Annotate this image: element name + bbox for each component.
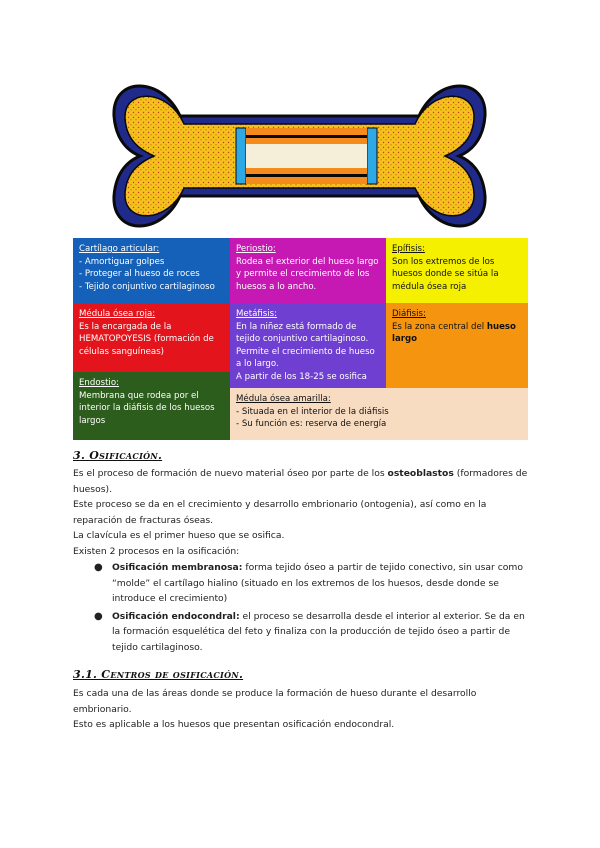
cell-periostio — [230, 238, 386, 303]
list-item — [92, 609, 532, 656]
paragraph: Es cada una de las áreas donde se produce la formación de hueso durante el desarrollo embrionario. — [73, 688, 477, 715]
cell-text: Rodea el exterior del hueso largo y permite el crecimiento de los huesos a lo ancho. — [236, 256, 379, 292]
cell-title: Metáfisis: — [236, 309, 277, 319]
cell-text — [392, 321, 522, 346]
cell-medula-amarilla — [230, 388, 528, 440]
cell-text-part: Es la zona central del — [392, 321, 487, 332]
paragraph — [73, 466, 533, 497]
cell-line: - Amortiguar golpes — [79, 256, 165, 267]
bullet-icon: ● — [94, 562, 103, 573]
cell-text: Membrana que rodea por el interior la diáfisis de los huesos largos — [79, 390, 215, 426]
list-item — [92, 560, 532, 607]
paragraph: Este proceso se da en el crecimiento y desarrollo embrionario (ontogenia), así como en la reparación de fracturas óseas. — [73, 499, 487, 526]
bullet-icon: ● — [94, 610, 103, 622]
section-3-1-body — [73, 686, 533, 733]
item-bold: Osificación endocondral: — [112, 610, 240, 622]
cell-text: En la niñez está formado de tejido conjuntivo cartilaginoso. Permite el crecimiento de hueso a lo largo. — [236, 321, 375, 370]
paragraph: Esto es aplicable a los huesos que presentan osificación endocondral. — [73, 719, 395, 730]
cell-title: Endostio: — [79, 378, 119, 388]
cell-line: - Situada en el interior de la diáfisis — [236, 406, 389, 417]
item-text: el proceso se desarrolla desde el interior al exterior. Se da en la formación esquelética del feto y finaliza con la producción de tejido óseo a partir de tejido cartilaginoso. — [112, 610, 525, 653]
section-3-heading: 3. Osificación. — [73, 449, 163, 462]
cell-endostio — [73, 372, 230, 440]
cell-title: Médula ósea roja: — [79, 309, 156, 319]
item-bold: Osificación membranosa: — [112, 562, 243, 573]
paragraph: La clavícula es el primer hueso que se osifica. — [73, 530, 285, 541]
text-bold: osteoblastos — [387, 468, 454, 479]
item-text: forma tejido óseo a partir de tejido conectivo, sin usar como “molde” el cartílago hialino (situado en los extremos de los huesos, desde donde se introduce el crecimiento) — [112, 562, 523, 604]
diaphysis-stripes — [236, 128, 377, 184]
cell-text-bold: hueso largo — [392, 321, 516, 345]
cell-text: Es la encargada de la HEMATOPOYESIS (formación de células sanguíneas) — [79, 321, 214, 357]
cell-cartilago-articular — [73, 238, 230, 303]
cell-title: Diáfisis: — [392, 309, 426, 319]
cell-title: Cartílago articular: — [79, 244, 160, 254]
paragraph: Existen 2 procesos en la osificación: — [73, 545, 240, 557]
text: Es el proceso de formación de nuevo material óseo por parte de los — [73, 468, 388, 479]
cell-epifisis — [386, 238, 528, 303]
cell-line: - Proteger al hueso de roces — [79, 269, 200, 280]
cell-medula-roja — [73, 303, 230, 372]
cell-title: Periostio: — [236, 244, 276, 254]
section-3-1-heading: 3.1. Centros de osificación. — [73, 668, 244, 681]
cell-text: Son los extremos de los huesos donde se sitúa la médula ósea roja — [392, 256, 499, 292]
cell-line: - Tejido conjuntivo cartilaginoso — [79, 281, 215, 292]
cell-diafisis — [386, 303, 528, 388]
cell-text: A partir de los 18-25 se osifica — [236, 371, 367, 382]
section-3-body — [73, 466, 533, 559]
cell-title: Epífisis: — [392, 244, 425, 254]
text: (formadores de huesos). — [73, 468, 528, 495]
cell-line: - Su función es: reserva de energía — [236, 419, 387, 430]
cell-title: Médula ósea amarilla: — [236, 394, 331, 404]
ossification-list — [92, 560, 532, 657]
bone-diagram — [112, 76, 487, 236]
cell-metafisis — [230, 303, 386, 388]
